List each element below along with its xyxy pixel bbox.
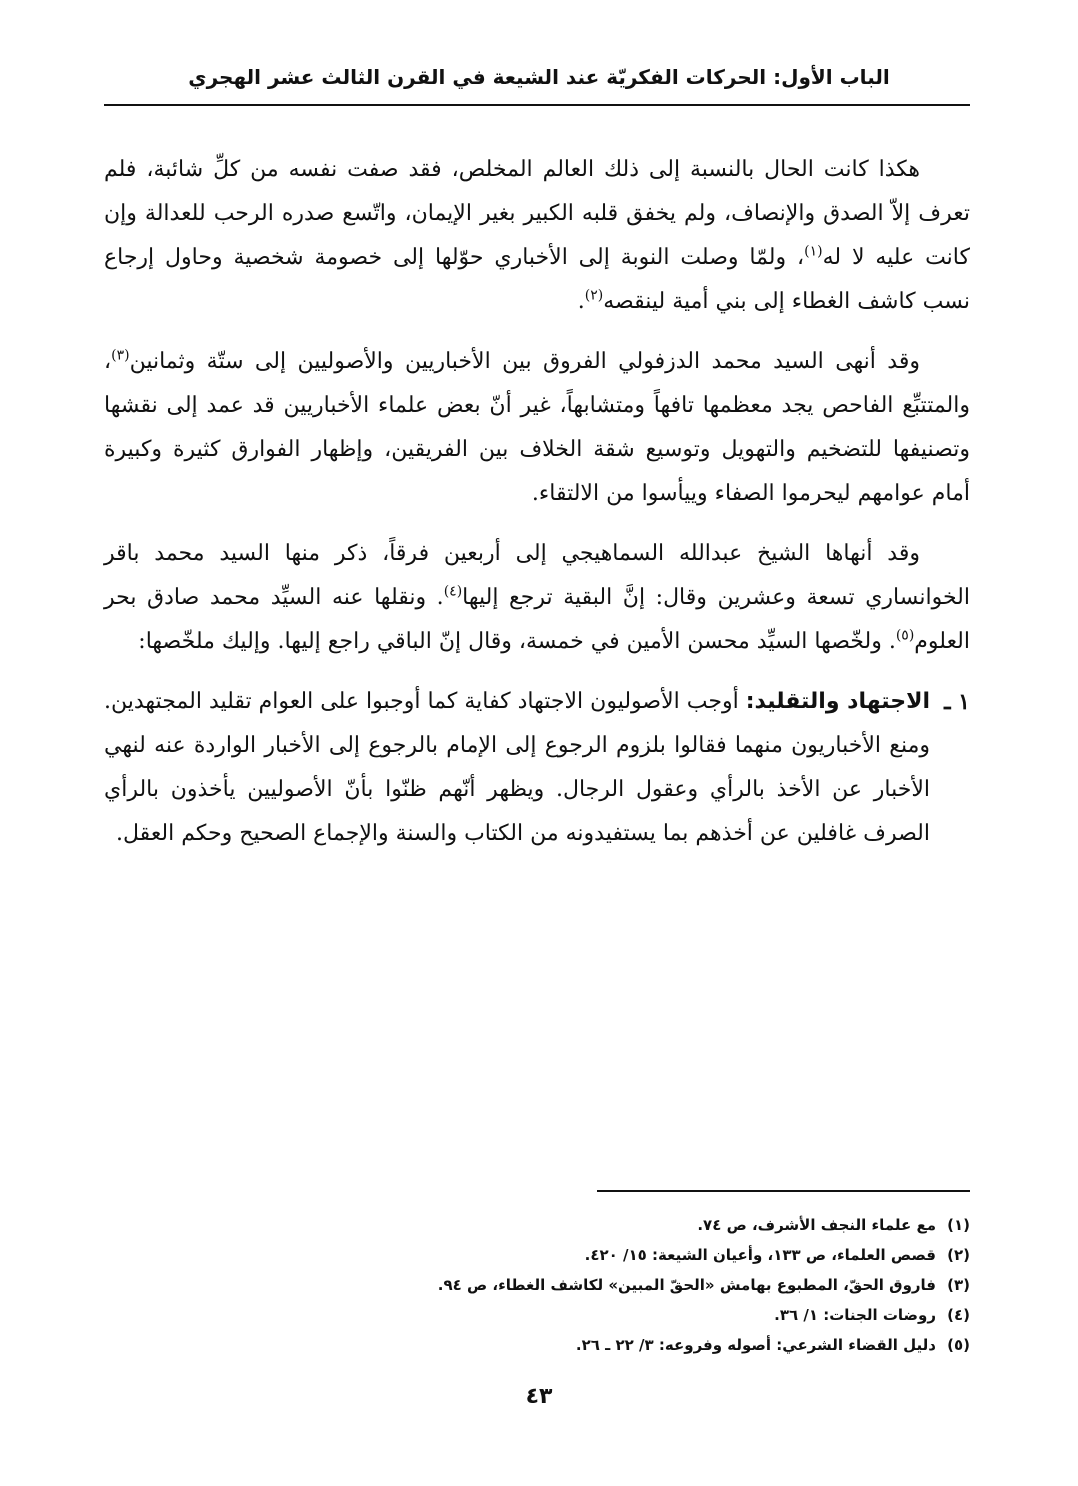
paragraph-text: ، ولمّا وصلت النوبة إلى الأخباري حوّلها إلى خصومة شخصية وحاول إرجاع نسب كاشف الغطاء إلى بني أمية لينقصه xyxy=(104,245,970,314)
footnote-number: (١) xyxy=(947,1216,970,1234)
footnote-1 xyxy=(300,1210,970,1240)
footnote-ref-3[interactable]: (٣) xyxy=(111,347,130,364)
list-item xyxy=(104,680,970,856)
footnote-ref-4[interactable]: (٤) xyxy=(443,583,463,600)
footnote-number: (٤) xyxy=(947,1306,970,1324)
footnote-text: فاروق الحقّ، المطبوع بهامش «الحقّ المبين» لكاشف الغطاء، ص ٩٤. xyxy=(437,1276,936,1294)
paragraph-3 xyxy=(104,532,970,664)
footnote-number: (٣) xyxy=(947,1276,970,1294)
list-item-number: ١ ـ xyxy=(944,689,970,715)
footnote-text: دليل القضاء الشرعي: أصوله وفروعه: ٣/ ٢٢ ـ ٢٦. xyxy=(575,1336,936,1354)
paragraph-text: هكذا كانت الحال بالنسبة إلى ذلك العالم المخلص، فقد صفت نفسه من كلِّ شائبة، فلم تعرف إلاّ الصدق والإنصاف، ولم يخفق قلبه الكبير بغير الإيمان، واتّسع صدره الرحب للعدالة وإن كانت عليه لا له xyxy=(104,157,970,270)
list-item-term: الاجتهاد والتقليد: xyxy=(745,689,931,714)
footnote-4 xyxy=(300,1300,970,1330)
footnote-5 xyxy=(300,1330,970,1360)
footnote-ref-5[interactable]: (٥) xyxy=(895,627,915,644)
paragraph-1 xyxy=(104,148,970,324)
paragraph-text: . ولخّصها السيِّد محسن الأمين في خمسة، وقال إنّ الباقي راجع إليها. وإليك ملخّصها: xyxy=(138,629,896,654)
footnote-3 xyxy=(300,1270,970,1300)
footnote-rule xyxy=(597,1190,970,1192)
footnote-text: روضات الجنات: ١/ ٣٦. xyxy=(774,1306,936,1324)
footnote-number: (٢) xyxy=(947,1246,970,1264)
paragraph-2 xyxy=(104,340,970,516)
footnote-2 xyxy=(300,1240,970,1270)
running-header: الباب الأول: الحركات الفكريّة عند الشيعة في القرن الثالث عشر الهجري xyxy=(188,65,890,89)
footnote-text: مع علماء النجف الأشرف، ص ٧٤. xyxy=(697,1216,936,1234)
paragraph-text: ، والمتتبِّع الفاحص يجد معظمها تافهاً ومتشابهاً، غير أنّ بعض علماء الأخباريين قد عمد إلى نقشها وتصنيفها للتضخيم والتهويل وتوسيع شقة الخلاف بين الفريقين، وإظهار الفوارق كثيرة وكبيرة أمام عوامهم ليحرموا الصفاء وييأسوا من الالتقاء. xyxy=(104,349,970,506)
footnote-number: (٥) xyxy=(947,1336,970,1354)
header-rule xyxy=(104,104,970,106)
footnote-ref-2[interactable]: (٢) xyxy=(584,287,604,304)
paragraph-text: وقد أنهاها الشيخ عبدالله السماهيجي إلى أربعين فرقاً، ذكر منها السيد محمد باقر الخوانساري تسعة وعشرين وقال: إنَّ البقية ترجع إليها xyxy=(104,541,970,610)
footnotes xyxy=(300,1210,970,1360)
list-item-text: أوجب الأصوليون الاجتهاد كفاية كما أوجبوا على العوام تقليد المجتهدين. ومنع الأخباريون منهما فقالوا بلزوم الرجوع إلى الإمام بالرجوع إلى الأخبار الواردة عنه لنهي الأخبار عن الأخذ بالرأي وعقول الرجال. ويظهر أنّهم ظنّوا بأنّ الأصوليين يأخذون بالرأي الصرف غافلين عن أخذهم بما يستفيدونه من الكتاب والسنة والإجماع الصحيح وحكم العقل. xyxy=(104,689,930,846)
paragraph-text: . xyxy=(577,289,585,314)
paragraph-text: . ونقلها عنه السيِّد محمد صادق بحر العلوم xyxy=(104,585,970,654)
footnote-ref-1[interactable]: (١) xyxy=(804,243,823,260)
footnote-text: قصص العلماء، ص ١٣٣، وأعيان الشيعة: ١٥/ ٤٢٠. xyxy=(584,1246,936,1264)
page-number: ٤٣ xyxy=(525,1384,553,1409)
paragraph-text: وقد أنهى السيد محمد الدزفولي الفروق بين الأخباريين والأصوليين إلى ستّة وثمانين xyxy=(129,349,920,374)
body-text xyxy=(104,148,970,856)
